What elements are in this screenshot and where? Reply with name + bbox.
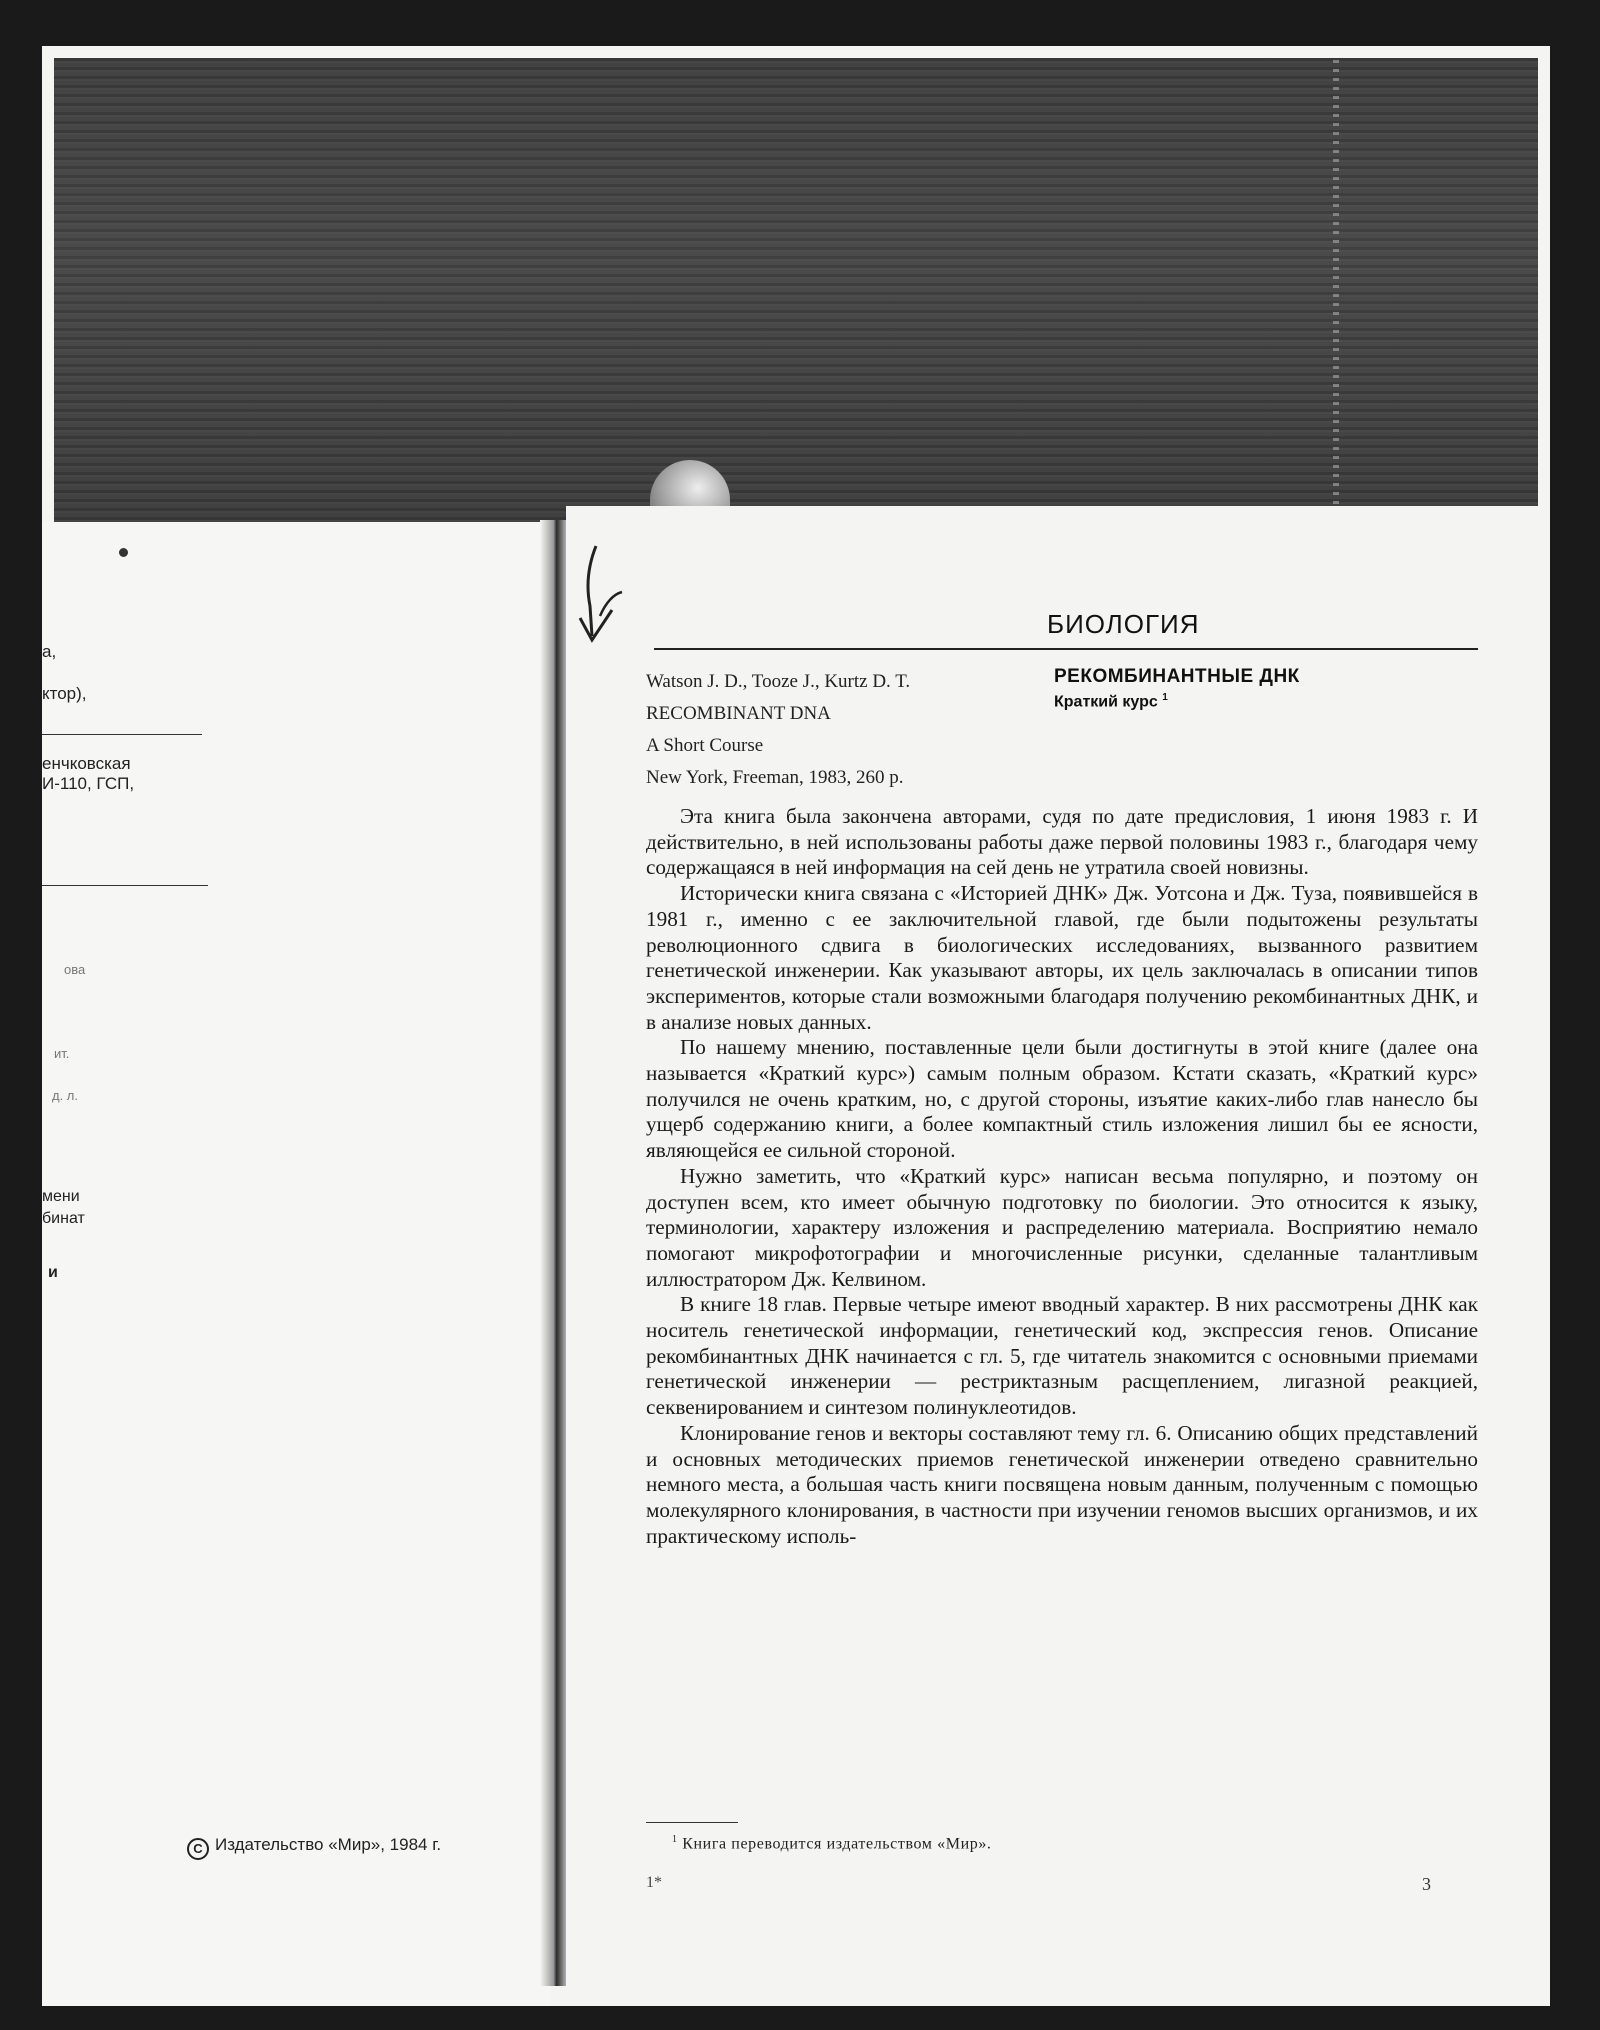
paragraph: Клонирование генов и векторы составляют тему гл. 6. Описанию общих представлений и основных методических приемов генетической инженерии отведено сравнительно немного места, а большая часть книги посвящена новым данным, полученным с помощью молекулярного клонирования, в частности при изучении геномов высших организмов, и их практическому исполь- <box>646 1420 1478 1548</box>
left-fragment: д. л. <box>52 1088 79 1103</box>
left-fragment: а, <box>42 642 57 661</box>
book-subtitle: A Short Course <box>646 735 764 756</box>
footnote <box>672 1834 992 1853</box>
scan-streak <box>1333 58 1339 522</box>
russian-title: РЕКОМБИНАНТНЫЕ ДНК <box>1054 666 1300 687</box>
left-fragment: и <box>48 1264 58 1281</box>
review-body <box>646 804 1478 1549</box>
section-heading: БИОЛОГИЯ <box>1047 609 1200 639</box>
right-page <box>566 506 1550 2006</box>
russian-title-block <box>1054 666 1300 711</box>
paragraph: Нужно заметить, что «Краткий курс» написан весьма популярно, и поэтому он доступен всем, кто имеет обычную подготовку по биологии. Это относится к языку, терминологии, характеру изложения и распределению материала. Восприятию немало помогают микрофотографии и многочисленные рисунки, сделанные талантливым иллюстратором Дж. Келвином. <box>646 1163 1478 1291</box>
book-authors: Watson J. D., Tooze J., Kurtz D. T. <box>646 671 911 692</box>
left-fragment: мени <box>42 1188 80 1205</box>
page-number: 3 <box>1422 1874 1431 1894</box>
left-fragment: ктор), <box>42 684 87 703</box>
bibliographic-entry <box>646 666 1066 794</box>
paragraph: В книге 18 глав. Первые четыре имеют вводный характер. В них рассмотрены ДНК как носитель генетической информации, генетический код, экспрессия генов. Описание рекомбинантных ДНК начинается с гл. 5, где читатель знакомится с основными приемами генетической инженерии — рестриктазным расщеплением, лигазной реакцией, секвенированием и синтезом полинуклеотидов. <box>646 1292 1478 1420</box>
copyright-text: Издательство «Мир», 1984 г. <box>215 1835 442 1854</box>
left-fragment: енчковская <box>42 754 131 773</box>
book-title: RECOMBINANT DNA <box>646 703 831 724</box>
left-fragment: ова <box>64 962 86 977</box>
dark-scanned-band <box>54 58 1538 522</box>
left-fragment: И-110, ГСП, <box>42 774 135 793</box>
left-page <box>42 522 550 2006</box>
paragraph: По нашему мнению, поставленные цели были достигнуты в этой книге (далее она называется «Краткий курс») самым полным образом. Кстати сказать, «Краткий курс» получился не очень кратким, но, с другой стороны, изъятие каких-либо глав нанесло бы ущерб содержанию книги, а более компактный стиль изложения лишил бы ее ясности, являющейся ее сильной стороной. <box>646 1035 1478 1163</box>
footnote-mark: 1 <box>1162 692 1168 703</box>
paragraph: Эта книга была закончена авторами, судя по дате предисловия, 1 июня 1983 г. И действительно, в ней использованы работы даже первой половины 1983 г., благодаря чему содержащаяся в ней информация на сей день не утратила своей новизны. <box>646 804 1478 880</box>
left-rule <box>42 885 208 886</box>
left-fragment: бинат <box>42 1210 85 1227</box>
footnote-number: 1 <box>672 1834 678 1845</box>
russian-subtitle: Краткий курс <box>1054 693 1158 711</box>
page-dot <box>119 548 128 557</box>
left-fragment: ит. <box>54 1046 70 1061</box>
copyright-icon: C <box>187 1838 209 1860</box>
paragraph: Исторически книга связана с «Историей ДНК» Дж. Уотсона и Дж. Туза, появившейся в 1981 г., именно с ее заключительной главой, где были подытожены результаты революционного сдвига в биологических исследованиях, вызванного развитием генетической инженерии. Как указывают авторы, их цель заключалась в описании типов экспериментов, которые стали возможными благодаря получению рекомбинантных ДНК, и в анализе новых данных. <box>646 881 1478 1034</box>
footnote-rule <box>646 1822 738 1823</box>
russian-subtitle-line <box>1054 692 1300 711</box>
left-rule <box>42 734 202 735</box>
copyright-line <box>187 1835 441 1860</box>
footnote-text: Книга переводится издательством «Мир». <box>682 1835 992 1853</box>
header-rule <box>654 648 1478 650</box>
pen-arrow-icon <box>566 506 656 666</box>
book-imprint: New York, Freeman, 1983, 260 p. <box>646 767 904 788</box>
signature-mark: 1* <box>646 1874 662 1891</box>
